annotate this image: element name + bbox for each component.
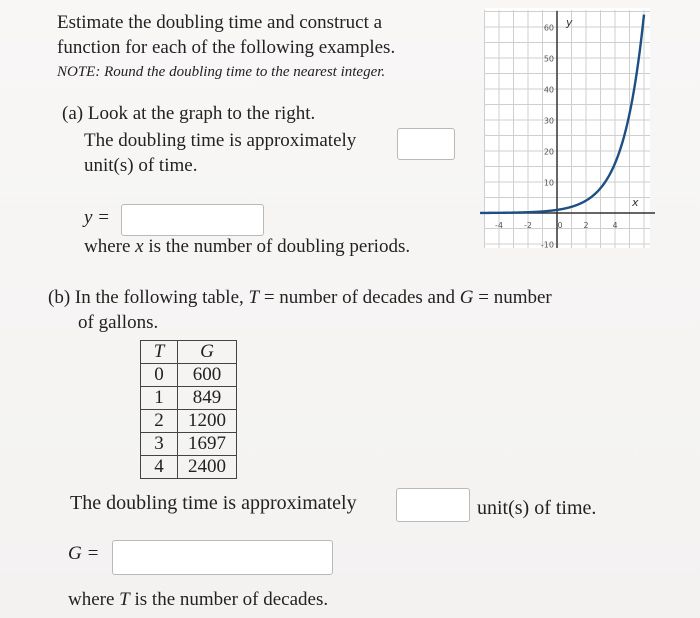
x-tick-label: -4 (495, 221, 503, 230)
table-cell-T: 4 (141, 456, 178, 479)
table-cell-G: 849 (178, 387, 237, 410)
table-cell-T: 3 (141, 433, 178, 456)
table-header-row (141, 341, 237, 364)
part-b-where (68, 589, 328, 611)
y-tick-label: 40 (543, 85, 554, 95)
part-b-prefix: (b) In the following table, (48, 287, 244, 308)
part-a-where-prefix: where (84, 236, 131, 257)
part-a-y-label: y = (84, 207, 111, 228)
table-row (141, 433, 237, 456)
part-b-line-2: of gallons. (78, 312, 159, 333)
table-row (141, 456, 237, 479)
table-cell-G: 2400 (178, 456, 237, 479)
table-row (141, 364, 237, 387)
table-row (141, 387, 237, 410)
intro-note: NOTE: Round the doubling time to the nearest integer. (57, 64, 386, 80)
y-tick-label: 10 (543, 178, 554, 188)
intro-line-1: Estimate the doubling time and construct a (57, 12, 383, 33)
x-tick-label: -2 (524, 221, 532, 230)
table-header-G: G (178, 341, 237, 364)
intro-line-2: function for each of the following examples. (57, 37, 396, 58)
part-a-where (84, 236, 410, 258)
part-a-line-2: The doubling time is approximately (84, 130, 357, 151)
table-row (141, 410, 237, 433)
graph-x-label: x (632, 196, 639, 209)
part-a-line-3: unit(s) of time. (84, 155, 198, 176)
y-tick-label: 20 (543, 147, 554, 157)
table-cell-T: 1 (141, 387, 178, 410)
part-b-eq2: = number (478, 287, 552, 308)
x-tick-label: 2 (583, 221, 589, 230)
part-b-where-prefix: where (68, 589, 115, 610)
part-b-doubling-input[interactable] (396, 488, 470, 522)
part-a-y-input[interactable] (121, 204, 264, 236)
x-tick-label: 0 (557, 221, 563, 230)
part-b-G-label: G = (68, 543, 100, 564)
exponential-graph (480, 8, 660, 248)
graph-y-label: y (566, 16, 573, 29)
table-header-T: T (141, 341, 178, 364)
part-a-doubling-input[interactable] (397, 128, 455, 160)
part-a-where-suffix: is the number of doubling periods. (148, 236, 411, 257)
y-tick-label: -10 (540, 240, 554, 248)
table-cell-G: 600 (178, 364, 237, 387)
x-tick-label: 4 (612, 221, 618, 230)
part-b-line-1 (48, 287, 552, 309)
part-b-where-var: T (119, 589, 130, 610)
part-a-line-1: (a) Look at the graph to the right. (62, 103, 316, 124)
table-cell-T: 2 (141, 410, 178, 433)
y-tick-label: 60 (543, 23, 554, 33)
y-tick-label: 30 (543, 116, 554, 126)
part-b-G-input[interactable] (112, 540, 333, 575)
part-b-eq1: = number of decades and (263, 287, 455, 308)
table-cell-G: 1200 (178, 410, 237, 433)
part-b-G-var: G (459, 287, 474, 308)
data-table (140, 340, 237, 479)
part-a-where-var: x (135, 236, 144, 257)
table-cell-T: 0 (141, 364, 178, 387)
part-b-T-var: T (248, 287, 260, 308)
part-b-doubling-prefix: The doubling time is approximately (70, 492, 357, 514)
part-b-where-suffix: is the number of decades. (134, 589, 329, 610)
y-tick-label: 50 (543, 54, 554, 64)
part-b-doubling-suffix: unit(s) of time. (477, 497, 597, 519)
table-cell-G: 1697 (178, 433, 237, 456)
